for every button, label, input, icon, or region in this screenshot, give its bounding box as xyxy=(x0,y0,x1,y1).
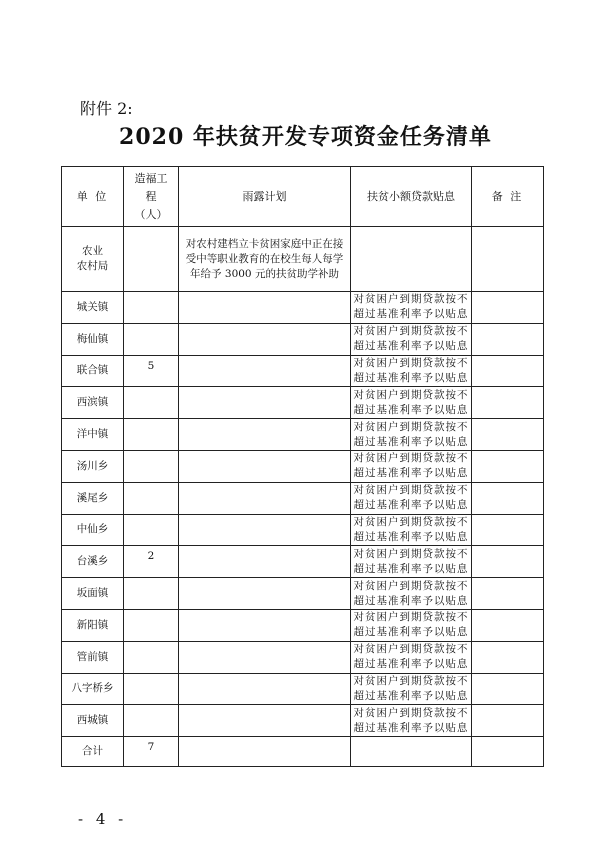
yulu-plan-cell xyxy=(179,450,351,482)
yulu-plan-cell xyxy=(179,737,351,767)
table-row xyxy=(62,578,544,610)
relocation-count-cell xyxy=(124,641,179,673)
yulu-plan-cell: 对农村建档立卡贫困家庭中正在接受中等职业教育的在校生每人每学年给予 3000 元的扶贫助学补助 xyxy=(179,227,351,292)
header-line: （人） xyxy=(134,207,168,221)
column-header-yulu-plan: 雨露计划 xyxy=(179,167,351,227)
loan-subsidy-cell xyxy=(351,641,472,673)
remarks-cell xyxy=(472,578,544,610)
loan-subsidy-cell xyxy=(351,546,472,578)
column-header-unit: 单 位 xyxy=(62,167,124,227)
column-header-loan-subsidy: 扶贫小额贷款贴息 xyxy=(351,167,472,227)
table-row xyxy=(62,355,544,387)
relocation-count-cell xyxy=(124,578,179,610)
loan-subsidy-cell xyxy=(351,705,472,737)
remarks-cell xyxy=(472,673,544,705)
subsidy-line: 对贫困户到期贷款按不 xyxy=(353,643,469,656)
unit-cell: 坂面镇 xyxy=(62,578,124,610)
relocation-count-cell xyxy=(124,387,179,419)
unit-cell: 台溪乡 xyxy=(62,546,124,578)
yulu-plan-cell xyxy=(179,673,351,705)
loan-subsidy-cell xyxy=(351,514,472,546)
relocation-count-cell xyxy=(124,609,179,641)
yulu-plan-cell xyxy=(179,641,351,673)
total-row xyxy=(62,737,544,767)
yulu-plan-cell xyxy=(179,292,351,324)
subsidy-line: 对贫困户到期贷款按不 xyxy=(353,706,469,719)
header-line: 程 xyxy=(145,189,157,203)
remarks-cell xyxy=(472,641,544,673)
yulu-plan-cell xyxy=(179,355,351,387)
loan-subsidy-cell xyxy=(351,609,472,641)
relocation-count-cell xyxy=(124,514,179,546)
unit-cell: 城关镇 xyxy=(62,292,124,324)
subsidy-line: 超过基准利率予以贴息 xyxy=(353,594,469,607)
relocation-count-cell xyxy=(124,482,179,514)
remarks-cell xyxy=(472,737,544,767)
remarks-cell xyxy=(472,323,544,355)
remarks-cell xyxy=(472,292,544,324)
subsidy-line: 超过基准利率予以贴息 xyxy=(353,721,469,734)
table-row xyxy=(62,705,544,737)
remarks-cell xyxy=(472,546,544,578)
subsidy-line: 对贫困户到期贷款按不 xyxy=(353,293,469,306)
unit-cell: 梅仙镇 xyxy=(62,323,124,355)
yulu-plan-cell xyxy=(179,419,351,451)
yulu-plan-cell xyxy=(179,514,351,546)
yulu-plan-cell xyxy=(179,546,351,578)
table-row xyxy=(62,514,544,546)
table-row xyxy=(62,609,544,641)
subsidy-line: 对贫困户到期贷款按不 xyxy=(353,547,469,560)
relocation-count-cell xyxy=(124,673,179,705)
subsidy-line: 超过基准利率予以贴息 xyxy=(353,435,469,448)
remarks-cell xyxy=(472,387,544,419)
table-row xyxy=(62,227,544,292)
relocation-count-cell: 2 xyxy=(124,546,179,578)
unit-cell: 新阳镇 xyxy=(62,609,124,641)
unit-cell: 洋中镇 xyxy=(62,419,124,451)
table-row xyxy=(62,482,544,514)
subsidy-line: 对贫困户到期贷款按不 xyxy=(353,484,469,497)
yulu-plan-cell xyxy=(179,705,351,737)
yulu-plan-cell xyxy=(179,578,351,610)
table-row xyxy=(62,450,544,482)
attachment-label: 附件 2: xyxy=(80,99,133,118)
table-row xyxy=(62,673,544,705)
column-header-relocation xyxy=(124,167,179,227)
subsidy-line: 超过基准利率予以贴息 xyxy=(353,340,469,353)
relocation-count-cell xyxy=(124,323,179,355)
document-title: 2020 年扶贫开发专项资金任务清单 xyxy=(119,124,492,150)
loan-subsidy-cell xyxy=(351,419,472,451)
subsidy-line: 对贫困户到期贷款按不 xyxy=(353,515,469,528)
table-row xyxy=(62,387,544,419)
unit-cell: 中仙乡 xyxy=(62,514,124,546)
table-row xyxy=(62,323,544,355)
relocation-count-cell xyxy=(124,419,179,451)
column-header-remarks: 备 注 xyxy=(472,167,544,227)
page-number: - 4 - xyxy=(78,810,128,828)
remarks-cell xyxy=(472,514,544,546)
remarks-cell xyxy=(472,705,544,737)
yulu-plan-cell xyxy=(179,387,351,419)
subsidy-line: 对贫困户到期贷款按不 xyxy=(353,452,469,465)
relocation-count-cell xyxy=(124,450,179,482)
remarks-cell xyxy=(472,450,544,482)
loan-subsidy-cell xyxy=(351,450,472,482)
loan-subsidy-cell xyxy=(351,227,472,292)
relocation-count-cell: 5 xyxy=(124,355,179,387)
total-label-cell: 合计 xyxy=(62,737,124,767)
remarks-cell xyxy=(472,419,544,451)
subsidy-line: 对贫困户到期贷款按不 xyxy=(353,420,469,433)
subsidy-line: 超过基准利率予以贴息 xyxy=(353,403,469,416)
subsidy-line: 超过基准利率予以贴息 xyxy=(353,626,469,639)
table-header-row xyxy=(62,167,544,227)
unit-cell xyxy=(62,227,124,292)
remarks-cell xyxy=(472,609,544,641)
table-row xyxy=(62,641,544,673)
funding-task-table xyxy=(61,166,544,767)
unit-cell: 汤川乡 xyxy=(62,450,124,482)
loan-subsidy-cell xyxy=(351,387,472,419)
subsidy-line: 超过基准利率予以贴息 xyxy=(353,562,469,575)
loan-subsidy-cell xyxy=(351,355,472,387)
relocation-count-cell xyxy=(124,705,179,737)
relocation-count-cell xyxy=(124,292,179,324)
unit-line: 农村局 xyxy=(76,260,109,272)
subsidy-line: 对贫困户到期贷款按不 xyxy=(353,674,469,687)
subsidy-line: 超过基准利率予以贴息 xyxy=(353,467,469,480)
subsidy-line: 超过基准利率予以贴息 xyxy=(353,658,469,671)
subsidy-line: 超过基准利率予以贴息 xyxy=(353,689,469,702)
table-row xyxy=(62,546,544,578)
total-count-cell: 7 xyxy=(124,737,179,767)
subsidy-line: 对贫困户到期贷款按不 xyxy=(353,356,469,369)
loan-subsidy-cell xyxy=(351,737,472,767)
header-line: 造福工 xyxy=(134,171,168,185)
relocation-count-cell xyxy=(124,227,179,292)
table-row xyxy=(62,292,544,324)
loan-subsidy-cell xyxy=(351,323,472,355)
subsidy-line: 超过基准利率予以贴息 xyxy=(353,530,469,543)
table-row xyxy=(62,419,544,451)
subsidy-line: 超过基准利率予以贴息 xyxy=(353,371,469,384)
unit-cell: 西城镇 xyxy=(62,705,124,737)
subsidy-line: 对贫困户到期贷款按不 xyxy=(353,325,469,338)
loan-subsidy-cell xyxy=(351,292,472,324)
subsidy-line: 对贫困户到期贷款按不 xyxy=(353,388,469,401)
loan-subsidy-cell xyxy=(351,482,472,514)
yulu-plan-cell xyxy=(179,482,351,514)
loan-subsidy-cell xyxy=(351,578,472,610)
unit-cell: 溪尾乡 xyxy=(62,482,124,514)
remarks-cell xyxy=(472,227,544,292)
remarks-cell xyxy=(472,482,544,514)
remarks-cell xyxy=(472,355,544,387)
unit-cell: 联合镇 xyxy=(62,355,124,387)
unit-line: 农业 xyxy=(82,245,103,257)
subsidy-line: 超过基准利率予以贴息 xyxy=(353,308,469,321)
loan-subsidy-cell xyxy=(351,673,472,705)
yulu-plan-cell xyxy=(179,323,351,355)
subsidy-line: 对贫困户到期贷款按不 xyxy=(353,611,469,624)
yulu-plan-cell xyxy=(179,609,351,641)
unit-cell: 八字桥乡 xyxy=(62,673,124,705)
unit-cell: 西滨镇 xyxy=(62,387,124,419)
subsidy-line: 对贫困户到期贷款按不 xyxy=(353,579,469,592)
unit-cell: 管前镇 xyxy=(62,641,124,673)
subsidy-line: 超过基准利率予以贴息 xyxy=(353,499,469,512)
